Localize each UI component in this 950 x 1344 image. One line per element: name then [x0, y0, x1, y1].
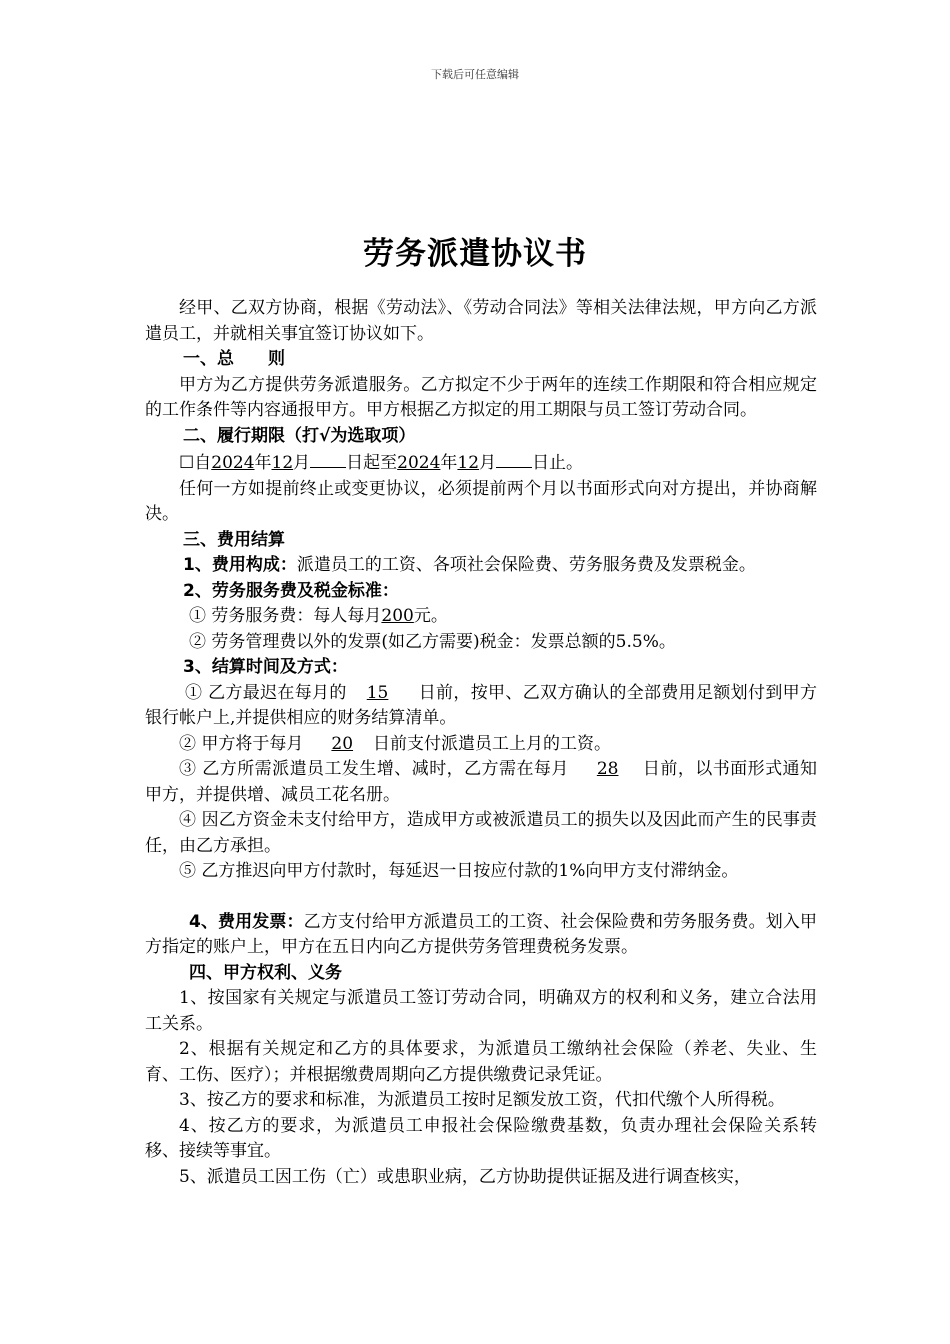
party-a-duty-1: 1、按国家有关规定与派遣员工签订劳动合同，明确双方的权利和义务，建立合法用工关系。	[145, 988, 817, 1034]
clause-3-prefix: ③ 乙方所需派遣员工发生增、减时，乙方需在每月	[179, 759, 569, 779]
clause-2-day: 20	[331, 733, 354, 754]
party-a-duty-2: 2、根据有关规定和乙方的具体要求，为派遣员工缴纳社会保险（养老、失业、生育、工伤、医疗）；并根据缴费周期向乙方提供缴费记录凭证。	[145, 1039, 817, 1085]
year-unit: 年	[440, 453, 458, 473]
clause-3-suffix: 日前，以书面形式通知甲方，并提供增、减员工花名册。	[145, 759, 817, 805]
document-title: 劳务派遣协议书	[363, 236, 587, 272]
section-2-text: 任何一方如提前终止或变更协议，必须提前两个月以书面形式向对方提出，并协商解决。	[145, 478, 817, 524]
fee-composition-text: 派遣员工的工资、各项社会保险费、劳务服务费及发票税金。	[296, 555, 756, 575]
invoice-label: 4、费用发票：	[189, 911, 304, 932]
invoice-clause	[145, 910, 817, 961]
service-fee-suffix: 元。	[413, 606, 448, 626]
settlement-label: 3、结算时间及方式：	[183, 657, 348, 677]
service-fee-amount: 200	[381, 606, 414, 626]
year-unit: 年	[254, 453, 272, 473]
checkbox-icon[interactable]: ☐	[179, 453, 195, 473]
settlement-clause-1	[145, 681, 817, 732]
settlement-clause-4: ④ 因乙方资金未支付给甲方，造成甲方或被派遣员工的损失以及因此而产生的民事责任，由乙方承担。	[145, 810, 817, 856]
section-4-heading: 四、甲方权利、义务	[189, 962, 342, 983]
invoice-text: 乙方支付给甲方派遣员工的工资、社会保险费和劳务服务费。划入甲方指定的账户上，甲方在五日内向乙方提供劳务管理费税务发票。	[145, 911, 817, 957]
section-1-heading: 一、总 则	[183, 349, 285, 369]
service-fee-line	[145, 604, 817, 630]
month-unit: 月	[293, 453, 311, 473]
document-body	[145, 296, 817, 1190]
start-day-blank[interactable]	[310, 449, 346, 468]
clause-1-suffix: 日前，按甲、乙双方确认的全部费用足额划付到甲方银行帐户上,并提供相应的财务结算清单。	[145, 682, 818, 728]
fee-composition	[145, 553, 817, 579]
settlement-clause-2	[145, 732, 817, 758]
term-period-line	[145, 449, 817, 477]
section-1-text: 甲方为乙方提供劳务派遣服务。乙方拟定不少于两年的连续工作期限和符合相应规定的工作条件等内容通报甲方。甲方根据乙方拟定的用工期限与员工签订劳动合同。	[145, 374, 817, 420]
settlement-clause-5: ⑤ 乙方推迟向甲方付款时，每延迟一日按应付款的1%向甲方支付滞纳金。	[179, 861, 739, 881]
month-unit: 月	[479, 453, 497, 473]
intro-paragraph: 经甲、乙双方协商，根据《劳动法》、《劳动合同法》等相关法律法规，甲方向乙方派遣员工，并就相关事宜签订协议如下。	[145, 298, 817, 344]
end-month: 12	[457, 453, 480, 473]
header-note: 下载后可任意编辑	[431, 68, 519, 81]
end-day-blank[interactable]	[496, 449, 532, 468]
settlement-clause-3	[145, 757, 817, 808]
service-fee-prefix: ① 劳务服务费：每人每月	[189, 606, 382, 626]
spacer	[145, 885, 817, 910]
tax-line: ② 劳务管理费以外的发票(如乙方需要)税金：发票总额的5.5%。	[189, 631, 676, 652]
end-year: 2024	[397, 453, 441, 473]
clause-3-day: 28	[596, 759, 619, 779]
start-year: 2024	[211, 453, 255, 473]
end-suffix: 日止。	[532, 453, 584, 473]
start-month: 12	[271, 453, 294, 473]
clause-1-prefix: ① 乙方最迟在每月的	[185, 682, 347, 703]
fee-composition-label: 1、费用构成：	[183, 555, 297, 575]
clause-1-day: 15	[366, 682, 389, 703]
clause-2-suffix: 日前支付派遣员工上月的工资。	[373, 733, 612, 754]
clause-2-prefix: ② 甲方将于每月	[179, 733, 304, 754]
term-from-label: 自	[194, 453, 212, 473]
section-3-heading: 三、费用结算	[183, 529, 285, 550]
party-a-duty-3: 3、按乙方的要求和标准，为派遣员工按时足额发放工资，代扣代缴个人所得税。	[179, 1090, 785, 1110]
fee-standard-label: 2、劳务服务费及税金标准：	[183, 580, 399, 601]
party-a-duty-5: 5、派遣员工因工伤（亡）或患职业病，乙方协助提供证据及进行调查核实，	[179, 1166, 751, 1187]
day-unit: 日起至	[346, 453, 398, 473]
section-2-heading: 二、履行期限（打√为选取项）	[183, 425, 416, 446]
party-a-duty-4: 4、按乙方的要求，为派遣员工申报社会保险缴费基数，负责办理社会保险关系转移、接续等事宜。	[145, 1115, 817, 1161]
